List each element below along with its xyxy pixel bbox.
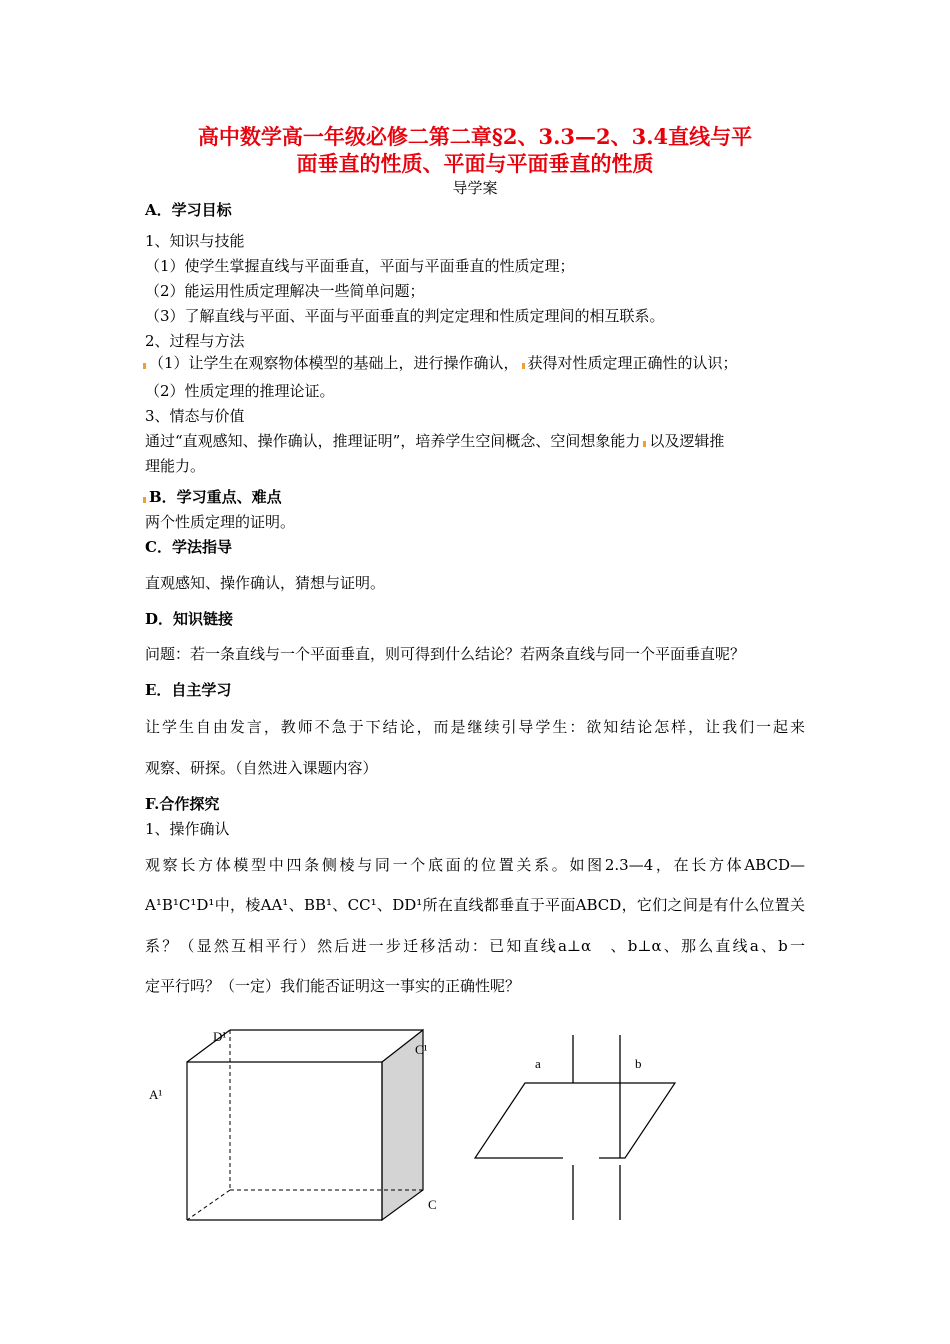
a-item-1: 1、知识与技能 xyxy=(145,232,245,250)
subtitle: 导学案 xyxy=(452,179,498,197)
heading-e: E．自主学习 xyxy=(145,681,232,699)
cuboid-front-face xyxy=(187,1062,382,1220)
a-item-3-2: 理能力。 xyxy=(145,457,206,475)
label-c1: C¹ xyxy=(415,1042,428,1057)
a-item-2-1: （1）让学生在观察物体模型的基础上，进行操作确认， 获得对性质定理正确性的认识； xyxy=(143,352,738,373)
label-c: C xyxy=(428,1197,437,1212)
figure-perpendicular-lines xyxy=(465,1030,685,1225)
cuboid-hidden-bottom-edge xyxy=(187,1190,230,1220)
figure-cuboid xyxy=(140,1020,450,1230)
f-paragraph-line-4: 定平行吗？（一定）我们能否证明这一事实的正确性呢？ xyxy=(145,977,521,995)
title-line-1: 高中数学高一年级必修二第二章§2、3.3—2、3.4直线与平 xyxy=(197,124,753,149)
plane-edge-gap xyxy=(563,1151,599,1161)
f-item-1: 1、操作确认 xyxy=(145,820,230,838)
cuboid-shaded-side-face xyxy=(382,1030,423,1220)
heading-c: C．学法指导 xyxy=(145,538,232,556)
plane-parallelogram xyxy=(475,1083,675,1158)
marker-dot xyxy=(643,441,646,447)
heading-b: B．学习重点、难点 xyxy=(143,486,282,507)
marker-dot xyxy=(143,497,146,503)
a-item-2: 2、过程与方法 xyxy=(145,332,245,350)
label-b: b xyxy=(635,1056,642,1071)
e-text-line-2: 观察、研探。（自然进入课题内容） xyxy=(145,759,378,777)
a-item-3-1: 通过“直观感知、操作确认，推理证明”，培养学生空间概念、空间想象能力 以及逻辑推 xyxy=(145,432,725,450)
label-a1: A¹ xyxy=(149,1087,163,1102)
heading-a: A．学习目标 xyxy=(145,201,232,219)
a-item-3: 3、情态与价值 xyxy=(145,407,245,425)
a-item-1-2: （2）能运用性质定理解决一些简单问题； xyxy=(145,282,425,300)
f-paragraph-line-3: 系？（显然互相平行）然后进一步迁移活动：已知直线a⊥α 、b⊥α、那么直线a、b一 xyxy=(145,937,805,955)
e-text-line-1: 让学生自由发言，教师不急于下结论，而是继续引导学生：欲知结论怎样，让我们一起来 xyxy=(145,718,805,736)
title-line-2: 面垂直的性质、平面与平面垂直的性质 xyxy=(296,151,654,176)
a-item-1-3: （3）了解直线与平面、平面与平面垂直的判定定理和性质定理间的相互联系。 xyxy=(145,307,665,325)
marker-dot xyxy=(522,363,525,369)
label-a: a xyxy=(535,1056,541,1071)
marker-dot xyxy=(143,363,146,369)
c-text: 直观感知、操作确认，猜想与证明。 xyxy=(145,574,386,592)
f-paragraph-line-2: A¹B¹C¹D¹中，棱AA¹、BB¹、CC¹、DD¹所在直线都垂直于平面ABCD，它们之间是有什么位置关 xyxy=(145,896,805,914)
heading-d: D．知识链接 xyxy=(145,610,234,628)
a-item-1-1: （1）使学生掌握直线与平面垂直，平面与平面垂直的性质定理； xyxy=(145,257,575,275)
d-text: 问题：若一条直线与一个平面垂直，则可得到什么结论？若两条直线与同一个平面垂直呢？ xyxy=(145,645,746,663)
label-d1: D¹ xyxy=(213,1029,227,1044)
f-paragraph-line-1: 观察长方体模型中四条侧棱与同一个底面的位置关系。如图2.3—4，在长方体ABCD— xyxy=(145,856,805,874)
heading-f: F.合作探究 xyxy=(145,795,220,813)
a-item-2-2: （2）性质定理的推理论证。 xyxy=(145,382,335,400)
b-text: 两个性质定理的证明。 xyxy=(145,513,296,531)
